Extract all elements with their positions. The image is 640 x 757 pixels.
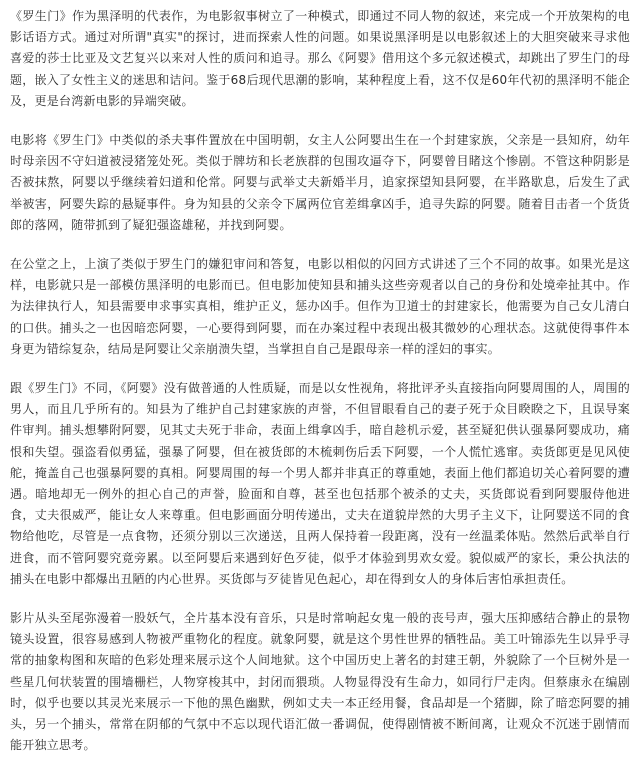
paragraph-3: 在公堂之上，上演了类似于罗生门的嫌犯审问和答复，电影以相似的闪回方式讲述了三个不同的故事。如果光是这样，电影就只是一部模仿黑泽明的电影而已。但电影加使知县和捕头这些旁观者以自己的身份和处境牵扯其中。作为法律执行人，知县需要申求事实真相，维护正义，惩办凶手。但作为卫道士的封建家长，他需要为自己女儿清白的口供。捕头之一也因暗恋阿婴，一心要得到阿婴，而在办案过程中表现出极其微妙的心理状态。这就使得事件本身更为错综复杂，结局是阿婴让父亲崩溃失望，当掌担自自己是跟母亲一样的淫妇的事实。 <box>10 257 630 356</box>
paragraph-2: 电影将《罗生门》中类似的杀夫事件置放在中国明朝，女主人公阿婴出生在一个封建家族，父亲是一县知府，幼年时母亲因不守妇道被浸猪笼处死。类似于牌坊和长老族群的包围攻逼夺下，阿婴曾目睹这个惨剧。不管这种阴影是否被抹熬，阿婴以乎继续着妇道和伦常。阿婴与武举丈夫新婚半月，追家探望知县阿婴，在半路歇息，后发生了武举被害，阿婴失踪的悬疑事件。身为知县的父亲令下属两位官差缉拿凶手，追寻失踪的阿婴。随着目击者一个货货郎的落网，随带抓到了疑犯强盗雄秘，并找到阿婴。 <box>10 133 630 232</box>
paragraph-4: 跟《罗生门》不同，《阿婴》没有做普通的人性质疑，而是以女性视角，将批评矛头直接指向阿婴周围的人，周围的男人，而且几乎所有的。知县为了维护自己封建家族的声誉，不但冒眼看自己的妻子死于众目睽睽之下，且误导案件审判。捕头想攀附阿婴，见其丈夫死于非命，表面上缉拿凶手，暗自趁机示爱，甚至疑犯供认强暴阿婴成功，痛恨和失望。强盗看似勇猛，强暴了阿婴，但在被货郎的木梳刺伤后丢下阿婴，一个人慌忙逃窜。卖货郎更是见风使舵，掩盖自己也强暴阿婴的真相。阿婴周围的每一个男人都并非真正的尊重她，表面上他们都追切关心着阿婴的遭遇。暗地却无一例外的担心自己的声誉，脸面和自尊，甚至也包括那个被杀的丈夫，买货郎说看到阿婴服侍他进食，丈夫很威严，能让女人来尊重。但电影画面分明传递出，丈夫在道貌岸然的大男子主义下，让阿婴送不同的食物给他吃，尽管是一点食物，还须分别以三次递送，且两人保持着一段距离，没有一丝温柔体贴。然然后武举自行进食，而不管阿婴究竟旁累。以至阿婴后来遇到好色歹徒，似乎才体验到男欢女爱。貌似威严的家长，秉公执法的捕头在电影中都爆出丑陋的内心世界。买货郎与歹徒皆见色起心，却在得到女人的身体后害怕承担责任。 <box>10 381 630 586</box>
paragraph-1: 《罗生门》作为黑泽明的代表作，为电影叙事树立了一种模式，即通过不同人物的叙述，来完成一个开放架构的电影话语方式。通过对所谓"真实"的探讨，进而探索人性的问题。如果说黑泽明是以电影叙述上的大胆突破来寻求他喜爱的莎士比亚及文艺复兴以来对人性的质问和追寻。那么《阿婴》借用这个多元叙述模式，却跳出了罗生门的母题，嵌入了女性主义的迷思和诘问。鉴于68后现代思潮的影响，某种程度上看，这不仅是60年代初的黑泽明不能企及，更是台湾新电影的异端突破。 <box>10 9 630 108</box>
paragraph-5: 影片从头至尾弥漫着一股妖气，全片基本没有音乐，只是时常响起女鬼一般的丧号声，强大压抑感结合静止的景物镜头设置，很容易感到人物被严重物化的程度。就象阿婴，就是这个男性世界的牺牲品。美工叶锦添先生以异乎寻常的抽象构图和灰暗的色彩处理来展示这个人间地狱。这个中国历史上著名的封建王朝，外貌除了一个巨树外是一些星几何状装置的围墙栅栏，人物穿梭其中，封闭而猥琐。人物显得没有生命力，如同行尸走肉。但蔡康永在编剧时，似乎也要以其灵光来展示一下他的黑色幽默，例如丈夫一本正经用餐，食品却是一个猪脚，除了暗恋阿婴的捕头，另一个捕头，常常在阴郁的气氛中不忘以现代语汇做一番调侃，使得剧情被不断间离，让观众不沉迷于剧情而能开独立思考。 <box>10 611 630 753</box>
